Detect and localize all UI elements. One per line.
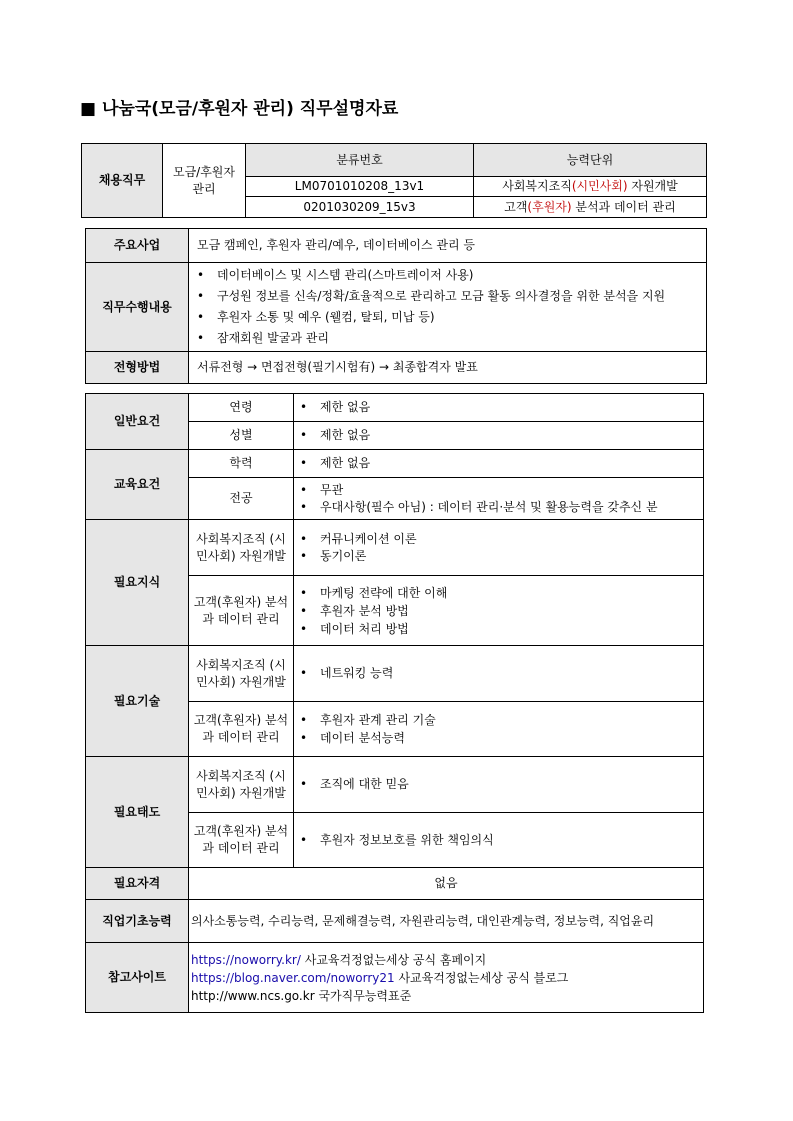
job-name: 모금/후원자 관리 <box>163 144 246 218</box>
edu-label: 교육요건 <box>86 450 189 520</box>
gender-label: 성별 <box>189 422 294 450</box>
reference-2: https://blog.naver.com/noworry21 사교육걱정없는세상 공식 블로그 <box>191 970 569 985</box>
skill-unit-2: 고객(후원자) 분석과 데이터 관리 <box>189 702 294 757</box>
list-item: • 구성원 정보를 신속/정확/효율적으로 관리하고 모금 활동 의사결정을 위한 분석을 지원 <box>211 286 702 307</box>
reference-link[interactable]: http://www.ncs.go.kr <box>191 988 315 1003</box>
requirements-table <box>85 393 704 1013</box>
knowledge-label: 필요지식 <box>86 520 189 646</box>
attitude-label: 필요태도 <box>86 757 189 868</box>
ability-unit-1: 사회복지조직(시민사회) 자원개발 <box>474 177 707 197</box>
ability-unit-2: 고객(후원자) 분석과 데이터 관리 <box>474 197 707 218</box>
reference-3: http://www.ncs.go.kr 국가직무능력표준 <box>191 988 412 1003</box>
degree-value: • 제한 없음 <box>314 455 699 472</box>
page-title: ■ 나눔국(모금/후원자 관리) 직무설명자료 <box>80 99 399 119</box>
list-item: • 잠재회원 발굴과 관리 <box>211 328 702 349</box>
list-item: • 후원자 분석 방법 <box>314 602 699 620</box>
reference-label: 참고사이트 <box>86 943 189 1013</box>
job-classification-table <box>81 143 707 218</box>
class-no-header: 분류번호 <box>246 144 474 177</box>
list-item: • 커뮤니케이션 이론 <box>314 531 699 548</box>
selection-label: 전형방법 <box>86 352 189 384</box>
list-item: • 후원자 소통 및 예우 (웰컴, 탈퇴, 미납 등) <box>211 307 702 328</box>
qualification-value: 없음 <box>189 868 704 900</box>
list-item: • 마케팅 전략에 대한 이해 <box>314 584 699 602</box>
list-item: • 데이터베이스 및 시스템 관리(스마트레이저 사용) <box>211 265 702 286</box>
list-item: • 후원자 정보보호를 위한 책임의식 <box>314 832 699 849</box>
unit-header: 능력단위 <box>474 144 707 177</box>
class-code-2: 0201030209_15v3 <box>246 197 474 218</box>
gender-value: • 제한 없음 <box>314 427 699 444</box>
general-label: 일반요건 <box>86 394 189 450</box>
selection-process: 서류전형 → 면접전형(필기시험有) → 최종합격자 발표 <box>189 352 707 384</box>
skill-label: 필요기술 <box>86 646 189 757</box>
list-item: • 데이터 분석능력 <box>314 729 699 747</box>
list-item: • 우대사항(필수 아님) : 데이터 관리·분석 및 활용능력을 갖추신 분 <box>314 499 699 516</box>
main-business-label: 주요사업 <box>86 229 189 263</box>
list-item: • 후원자 관계 관리 기술 <box>314 711 699 729</box>
reference-1: https://noworry.kr/ 사교육걱정없는세상 공식 홈페이지 <box>191 952 487 967</box>
knowledge-unit-1: 사회복지조직 (시민사회) 자원개발 <box>189 520 294 576</box>
degree-label: 학력 <box>189 450 294 478</box>
job-label: 채용직무 <box>82 144 163 218</box>
basic-ability-label: 직업기초능력 <box>86 900 189 943</box>
age-value: • 제한 없음 <box>314 399 699 416</box>
list-item: • 동기이론 <box>314 548 699 565</box>
list-item: • 조직에 대한 믿음 <box>314 776 699 793</box>
duties-list <box>193 265 702 349</box>
knowledge-unit-2: 고객(후원자) 분석과 데이터 관리 <box>189 576 294 646</box>
main-business: 모금 캠페인, 후원자 관리/예우, 데이터베이스 관리 등 <box>189 229 707 263</box>
attitude-unit-2: 고객(후원자) 분석과 데이터 관리 <box>189 813 294 868</box>
major-label: 전공 <box>189 478 294 520</box>
list-item: • 데이터 처리 방법 <box>314 620 699 638</box>
job-summary-table <box>85 228 707 384</box>
attitude-unit-1: 사회복지조직 (시민사회) 자원개발 <box>189 757 294 813</box>
skill-unit-1: 사회복지조직 (시민사회) 자원개발 <box>189 646 294 702</box>
qualification-label: 필요자격 <box>86 868 189 900</box>
duties-label: 직무수행내용 <box>86 263 189 352</box>
list-item: • 네트워킹 능력 <box>314 665 699 682</box>
reference-link[interactable]: https://noworry.kr/ <box>191 952 301 967</box>
basic-ability-value: 의사소통능력, 수리능력, 문제해결능력, 자원관리능력, 대인관계능력, 정보능력, 직업윤리 <box>189 900 704 943</box>
class-code-1: LM0701010208_13v1 <box>246 177 474 197</box>
age-label: 연령 <box>189 394 294 422</box>
list-item: • 무관 <box>314 482 699 499</box>
reference-link[interactable]: https://blog.naver.com/noworry21 <box>191 970 395 985</box>
